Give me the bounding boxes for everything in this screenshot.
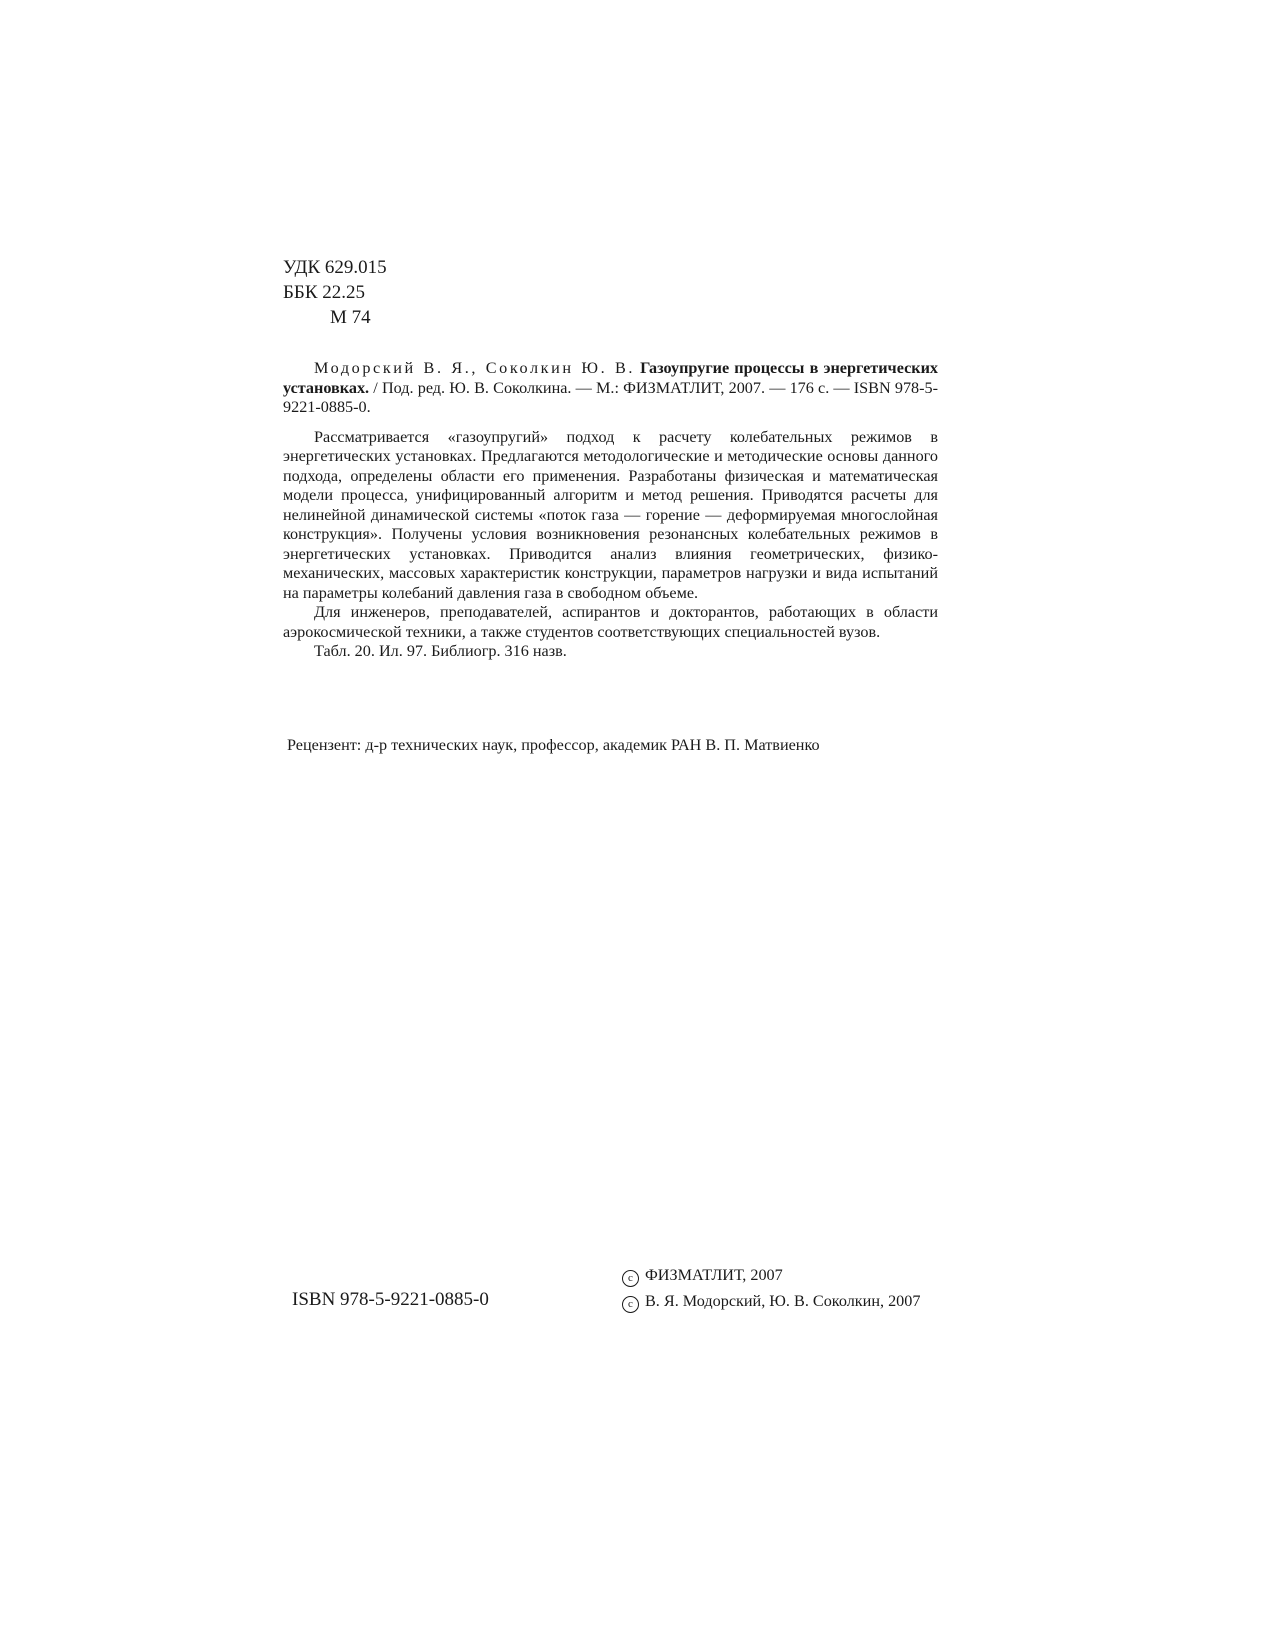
bbk-code: ББК 22.25 [283, 282, 365, 303]
copyright-publisher-text: ФИЗМАТЛИТ, 2007 [645, 1266, 783, 1284]
abstract-paragraph-2: Для инженеров, преподавателей, аспирантов и докторантов, работающих в области аэрокосмической техники, а также студентов соответствующих специальностей вузов. [283, 603, 938, 641]
copyright-block [622, 1262, 920, 1314]
copyright-authors [622, 1288, 920, 1314]
isbn: ISBN 978-5-9221-0885-0 [292, 1289, 489, 1310]
classification-codes [283, 255, 387, 330]
authors: Модорский В. Я., Соколкин Ю. В. [314, 359, 636, 377]
copyright-publisher [622, 1262, 920, 1288]
udk-code: УДК 629.015 [283, 257, 387, 278]
publication-details: / Под. ред. Ю. В. Соколкина. — М.: ФИЗМАТЛИТ, 2007. — 176 с. — ISBN 978-5-9221-0885-0. [283, 378, 939, 416]
author-mark: М 74 [330, 307, 371, 328]
bibliographic-record [283, 359, 938, 418]
copyright-icon: c [622, 1296, 639, 1313]
annotation-block [283, 359, 938, 662]
abstract-paragraph-1: Рассматривается «газоупругий» подход к расчету колебательных режимов в энергетических установках. Предлагаются методологические и методические основы данного подхода, определены области его применения. Разработаны физическая и математическая модели процесса, унифицированный алгоритм и метод решения. Приводятся расчеты для нелинейной динамической системы «поток газа — горение — деформируемая многослойная конструкция». Получены условия возникновения резонансных колебательных режимов в энергетических установках. Приводится анализ влияния геометрических, физико-механических, массовых характеристик конструкции, параметров нагрузки и вида испытаний на параметры колебаний давления газа в свободном объеме. [283, 427, 938, 602]
copyright-authors-text: В. Я. Модорский, Ю. В. Соколкин, 2007 [645, 1292, 921, 1310]
copyright-icon: c [622, 1270, 639, 1287]
book-stats: Табл. 20. Ил. 97. Библиогр. 316 назв. [314, 642, 567, 660]
reviewer-line: Рецензент: д-р технических наук, профессор, академик РАН В. П. Матвиенко [287, 736, 820, 754]
book-title: Газоупругие процессы в энергетических установках. [283, 359, 939, 397]
